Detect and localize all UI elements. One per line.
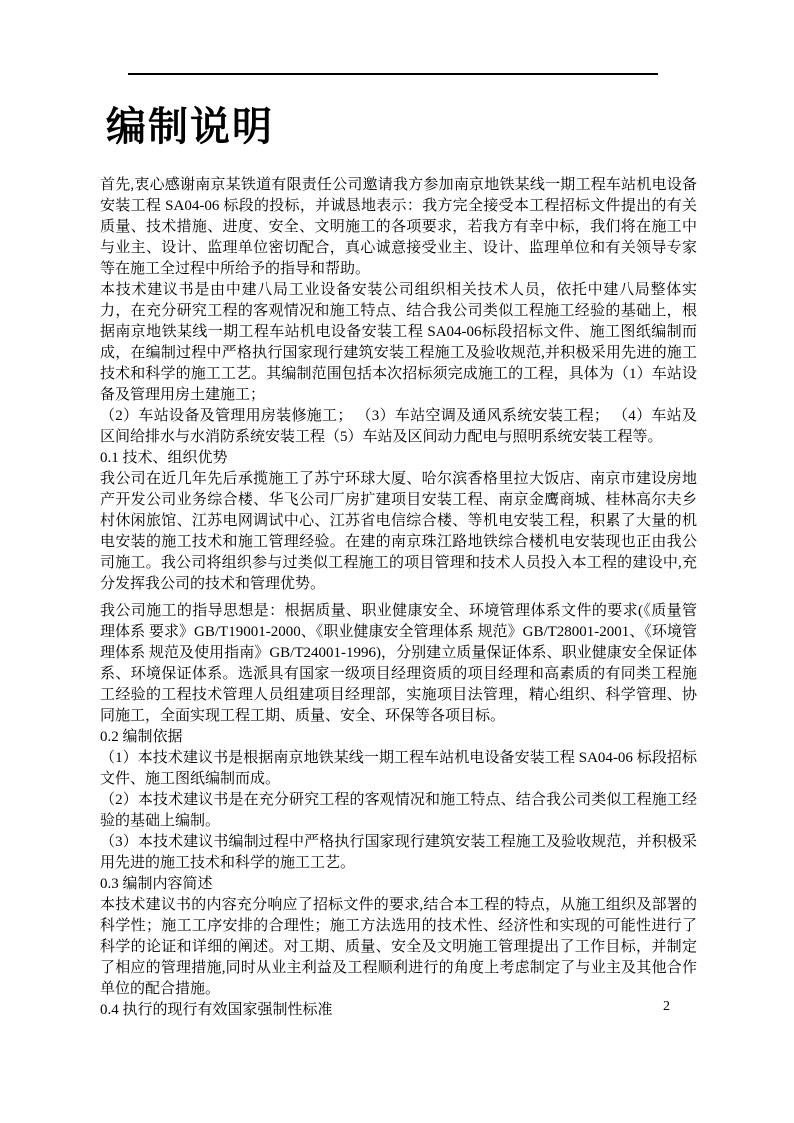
document-body (100, 175, 697, 1021)
section-heading: 0.4 执行的现行有效国家强制性标准 (100, 1002, 333, 1018)
paragraph: （1）本技术建议书是根据南京地铁某线一期工程车站机电设备安装工程 SA04-06 标段招标文件、施工图纸编制而成。 (100, 750, 697, 787)
header-rule (128, 73, 658, 75)
paragraph: 我公司在近几年先后承揽施工了苏宁环球大厦、哈尔滨香格里拉大饭店、南京市建设房地产开发公司业务综合楼、华飞公司厂房扩建项目安装工程、南京金鹰商城、桂林高尔夫乡村休闲旅馆、江苏电网调试中心、江苏省电信综合楼、等机电安装工程，积累了大量的机电安装的施工技术和施工管理经验。在建的南京珠江路地铁综合楼机电安装现也正由我公司施工。我公司将组织参与过类似工程施工的项目管理和技术人员投入本工程的建设中,充分发挥我公司的技术和管理优势。 (100, 471, 697, 592)
paragraph: 本技术建议书是由中建八局工业设备安装公司组织相关技术人员，依托中建八局整体实力，在充分研究工程的客观情况和施工特点、结合我公司类似工程施工经验的基础上，根据南京地铁某线一期工程车站机电设备安装工程 SA04-06标段招标文件、施工图纸编制而成，在编制过程中严格执行国家现行建筑安装工程施工及验收规范,并积极采用先进的施工技术和科学的施工工艺。其编制范围包括本次招标须完成施工的工程，具体为（1）车站设备及管理用房土建施工； (100, 282, 697, 403)
paragraph: （2）车站设备及管理用房装修施工； （3）车站空调及通风系统安装工程； （4）车站及区间给排水与水消防系统安装工程（5）车站及区间动力配电与照明系统安装工程等。 (100, 408, 697, 445)
document-title: 编制说明 (106, 105, 274, 149)
paragraph: 我公司施工的指导思想是：根据质量、职业健康安全、环境管理体系文件的要求(《质量管理体系 要求》GB/T19001-2000、《职业健康安全管理体系 规范》GB/T28001-2001、《环境管理体系 规范及使用指南》GB/T24001-1996)，分别建立质量保证体系、职业健康安全保证体系、环境保证体系。选派具有国家一级项目经理资质的项目经理和高素质的有同类工程施工经验的工程技术管理人员组建项目经理部，实施项目法管理，精心组织、科学管理、协同施工，全面实现工程工期、质量、安全、环保等各项目标。 (100, 603, 697, 724)
page-number: 2 (663, 999, 670, 1014)
paragraph: （3）本技术建议书编制过程中严格执行国家现行建筑安装工程施工及验收规范，并积极采用先进的施工技术和科学的施工工艺。 (100, 834, 697, 871)
section-heading: 0.3 编制内容简述 (100, 876, 213, 892)
paragraph: 本技术建议书的内容充分响应了招标文件的要求,结合本工程的特点，从施工组织及部署的科学性；施工工序安排的合理性；施工方法选用的技术性、经济性和实现的可能性进行了科学的论证和详细的阐述。对工期、质量、安全及文明施工管理提出了工作目标，并制定了相应的管理措施,同时从业主利益及工程顺利进行的角度上考虑制定了与业主及其他合作单位的配合措施。 (100, 897, 697, 997)
paragraph: 首先,衷心感谢南京某铁道有限责任公司邀请我方参加南京地铁某线一期工程车站机电设备安装工程 SA04-06 标段的投标，并诚恳地表示：我方完全接受本工程招标文件提出的有关质量、技术措施、进度、安全、文明施工的各项要求，若我方有幸中标，我们将在施工中与业主、设计、监理单位密切配合，真心诚意接受业主、设计、监理单位和有关领导专家等在施工全过程中所给予的指导和帮助。 (100, 177, 697, 277)
section-heading: 0.2 编制依据 (100, 729, 183, 745)
paragraph: （2）本技术建议书是在充分研究工程的客观情况和施工特点、结合我公司类似工程施工经验的基础上编制。 (100, 792, 697, 829)
section-heading: 0.1 技术、组织优势 (100, 450, 228, 466)
